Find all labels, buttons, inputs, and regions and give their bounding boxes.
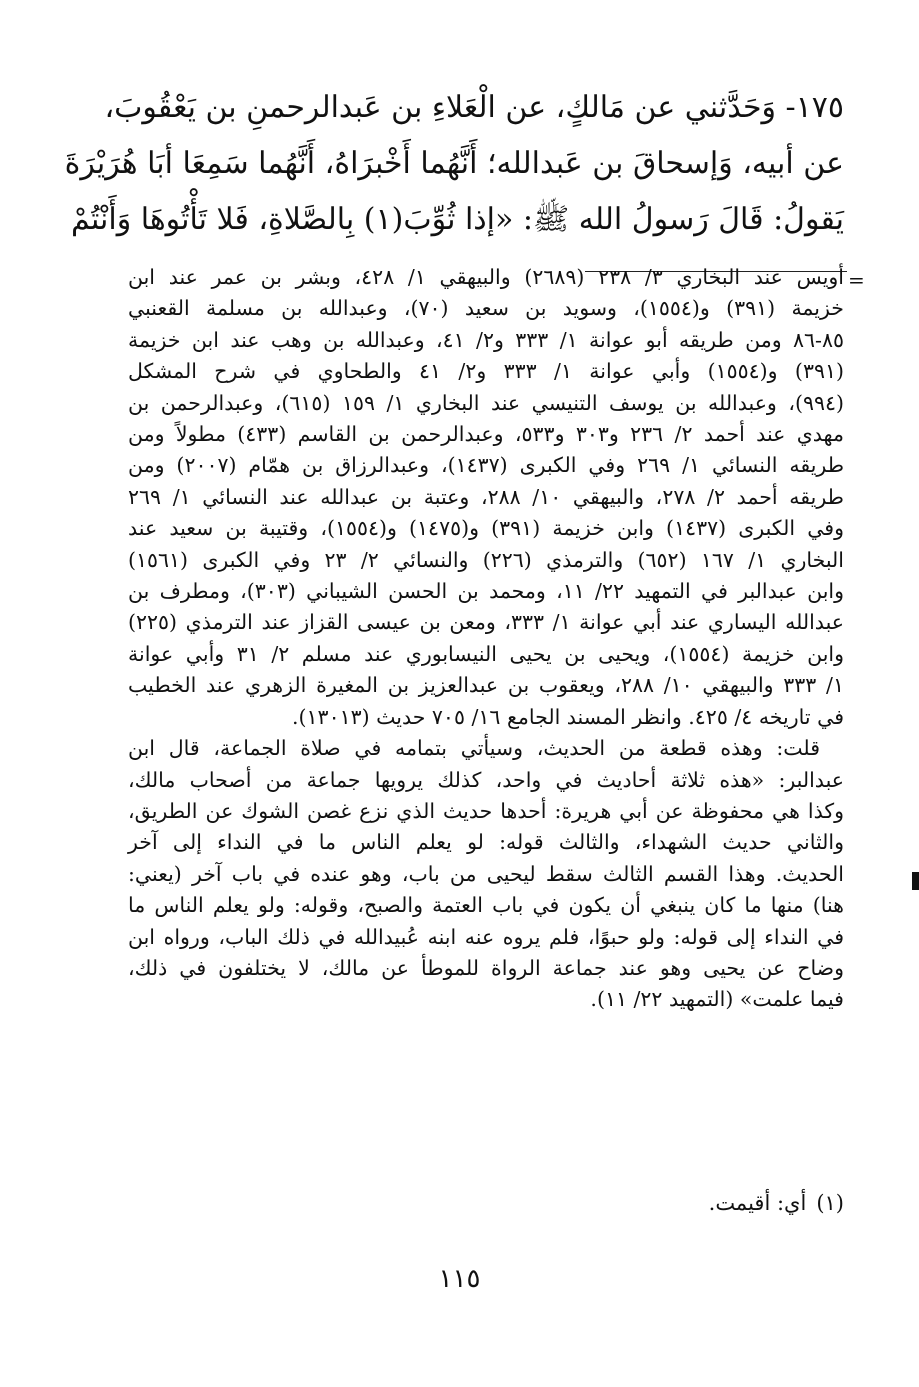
footnote-text: أي: أقيمت. — [708, 1191, 807, 1215]
annotation-line: طريقه النسائي ١/ ٢٦٩ وفي الكبرى (١٤٣٧)، وعبدالرزاق بن همّام (٢٠٠٧) ومن — [128, 453, 845, 478]
annotation-line: الحديث. وهذا القسم الثالث سقط ليحيى من باب، وهو عنده في باب آخر (يعني: — [128, 861, 844, 886]
hadith-text — [64, 80, 844, 248]
annotation-line: مهدي عند أحمد ٢/ ٢٣٦ و٣٠٣ و٥٣٣، وعبدالرحمن بن القاسم (٤٣٣) مطولاً ومن — [128, 422, 844, 447]
annotation-line: (٩٩٤)، وعبدالله بن يوسف التنيسي عند البخاري ١/ ١٥٩ (٦١٥)، وعبدالرحمن بن — [128, 390, 844, 415]
annotation-line: البخاري ١/ ١٦٧ (٦٥٢) والترمذي (٢٢٦) والنسائي ٢/ ٢٣ وفي الكبرى (١٥٦١) — [128, 547, 844, 572]
footnote-number: (١) — [816, 1191, 844, 1215]
annotation-line: وابن عبدالبر في التمهيد ٢٢/ ١١، ومحمد بن الحسن الشيباني (٣٠٣)، ومطرف بن — [128, 579, 844, 604]
annotation-line: (٣٩١) و(١٥٥٤) وأبي عوانة ١/ ٣٣٣ و٢/ ٤١ والطحاوي في شرح المشكل — [128, 359, 844, 384]
annotation-line: ٨٥-٨٦ ومن طريقه أبو عوانة ١/ ٣٣٣ و٢/ ٤١، وعبدالله بن وهب عند ابن خزيمة — [128, 327, 844, 352]
annotation-line: عبدالله اليساري عند أبي عوانة ١/ ٣٣٣، ومعن بن عيسى القزاز عند الترمذي (٢٢٥) — [128, 610, 844, 635]
annotation-line: ١/ ٣٣٣ والبيهقي ١٠/ ٢٨٨، ويعقوب بن عبدالعزيز بن المغيرة الزهري عند الخطيب — [128, 673, 844, 698]
annotation-line: فيما علمت» (التمهيد ٢٢/ ١١). — [590, 987, 844, 1012]
annotation-line: أويس عند البخاري ٣/ ٢٣٨ (٢٦٨٩) والبيهقي ١/ ٤٢٨، وبشر بن عمر عند ابن — [128, 265, 845, 289]
scan-margin-mark — [912, 872, 919, 890]
annotation-line: طريقه أحمد ٢/ ٢٧٨، والبيهقي ١٠/ ٢٨٨، وعتبة بن عبدالله عند النسائي ١/ ٢٦٩ — [128, 484, 844, 509]
annotation-line: قلت: وهذه قطعة من الحديث، وسيأتي بتمامه في صلاة الجماعة، قال ابن — [128, 736, 820, 761]
annotation-line: خزيمة (٣٩١) و(١٥٥٤)، وسويد بن سعيد (٧٠)، وعبدالله بن مسلمة القعنبي — [128, 296, 844, 321]
hadith-line: يَقولُ: قَالَ رَسولُ الله ﷺ: «إذا ثُوِّبَ(١) بِالصَّلاةِ، فَلا تَأْتُوهَا وَأَنْتُمْ — [70, 202, 844, 237]
annotation-paragraph-sources — [128, 262, 844, 733]
annotation-line: وضاح عن يحيى وهو عند جماعة الرواة للموطأ عن مالك، لا يختلفون في ذلك، — [128, 955, 844, 980]
annotation-line: عبدالبر: «هذه ثلاثة أحاديث في واحد، كذلك يرويها جماعة من أصحاب مالك، — [128, 767, 844, 792]
page-number: ١١٥ — [438, 1264, 481, 1294]
annotation-line: في تاريخه ٤/ ٤٢٥. وانظر المسند الجامع ١٦/ ٧٠٥ حديث (١٣٠١٣). — [292, 704, 844, 729]
hadith-line: ١٧٥- وَحَدَّثني عن مَالكٍ، عن الْعَلاءِ بن عَبدالرحمنِ بن يَعْقُوبَ، — [104, 90, 844, 125]
annotation-line: والثاني حديث الشهداء، والثالث قوله: لو يعلم الناس ما في النداء إلى آخر — [128, 830, 844, 855]
annotation-line: هنا) منها ما كان ينبغي أن يكون في باب العتمة والصبح، وقوله: ولو يعلم الناس ما — [128, 893, 844, 918]
continuation-mark: = — [848, 268, 865, 292]
annotation-paragraph-commentary — [128, 733, 844, 1016]
footnote — [128, 1187, 844, 1219]
annotation-line: وابن خزيمة (١٥٥٤)، ويحيى بن يحيى النيسابوري عند مسلم ٢/ ٣١ وأبي عوانة — [128, 641, 844, 666]
annotation-block — [128, 262, 844, 1016]
hadith-line: عن أبيه، وَإسحاقَ بن عَبدالله؛ أَنَّهُما أَخْبرَاهُ، أَنَّهُما سَمِعَا أبَا هُرَيْرَةَ — [64, 146, 844, 181]
annotation-line: وفي الكبرى (١٤٣٧) وابن خزيمة (٣٩١) و(١٤٧٥) و(١٥٥٤)، وقتيبة بن سعيد عند — [128, 516, 844, 541]
annotation-line: في النداء إلى قوله: ولو حبوًا، فلم يروه عنه ابنه عُبيدالله في ذلك الباب، ورواه ابن — [128, 924, 844, 949]
annotation-line: وكذا هي محفوظة عن أبي هريرة: أحدها حديث الذي نزع غصن الشوك عن الطريق، — [128, 798, 844, 823]
